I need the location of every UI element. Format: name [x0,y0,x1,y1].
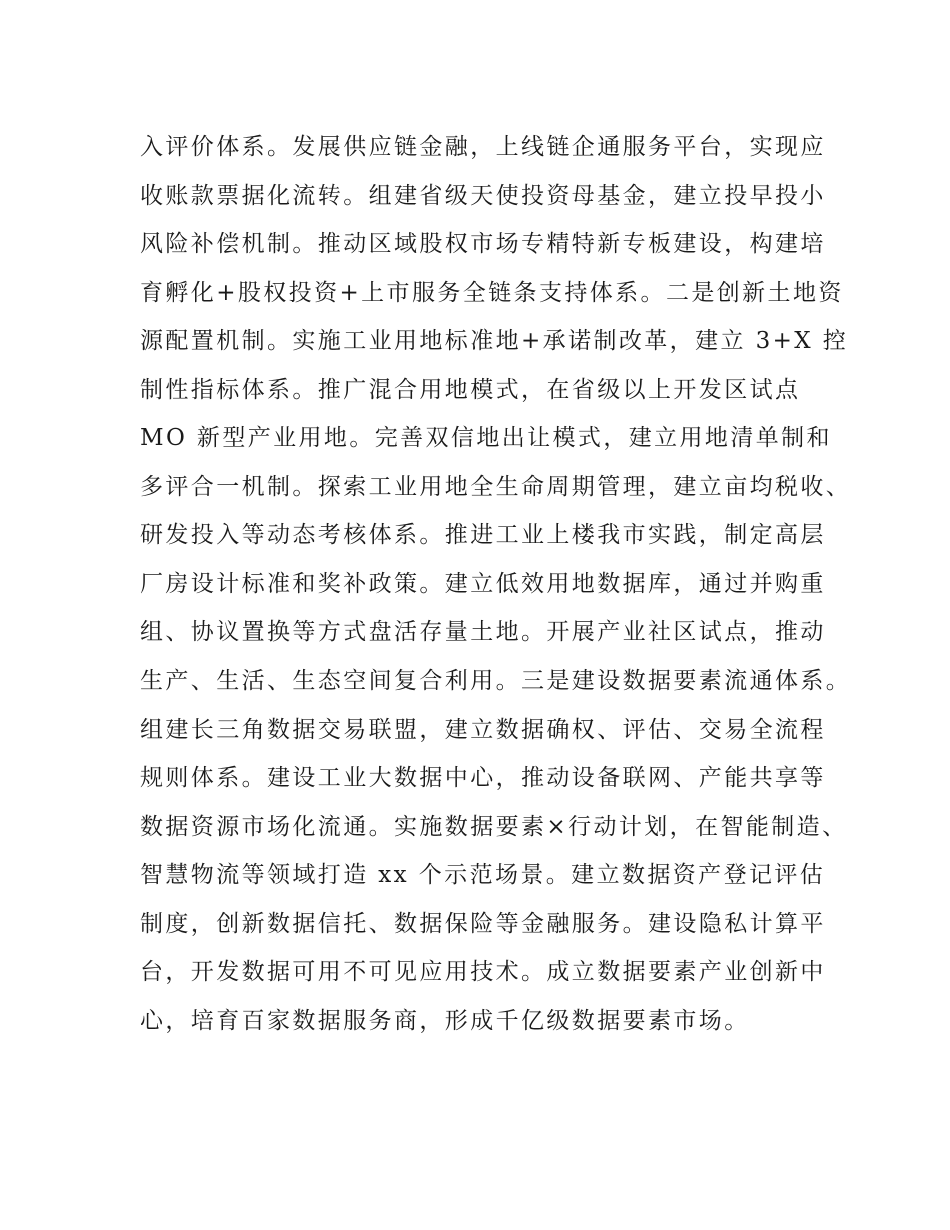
text-line: 组、协议置换等方式盘活存量土地。开展产业社区试点，推动 [140,619,826,646]
text-line: 多评合一机制。探索工业用地全生命周期管理，建立亩均税收、 [140,473,852,500]
text-line: 台，开发数据可用不可见应用技术。成立数据要素产业创新中 [140,959,826,986]
text-line: 心，培育百家数据服务商，形成千亿级数据要素市场。 [140,1007,750,1034]
text-line: 制性指标体系。推广混合用地模式，在省级以上开发区试点 [140,376,801,403]
text-line: 智慧物流等领域打造 xx 个示范场景。建立数据资产登记评估 [140,862,826,889]
text-line: 育孵化+股权投资+上市服务全链条支持体系。二是创新土地资 [140,279,844,306]
text-line: 组建长三角数据交易联盟，建立数据确权、评估、交易全流程 [140,716,826,743]
text-line: 入评价体系。发展供应链金融，上线链企通服务平台，实现应 [140,134,826,160]
text-line: 研发投入等动态考核体系。推进工业上楼我市实践，制定高层 [140,522,826,549]
text-line: 收账款票据化流转。组建省级天使投资母基金，建立投早投小 [140,182,826,209]
text-line: 数据资源市场化流通。实施数据要素×行动计划，在智能制造、 [140,813,848,840]
body-paragraph [140,123,852,1045]
text-line: MO 新型产业用地。完善双信地出让模式，建立用地清单制和 [140,425,832,452]
text-line: 源配置机制。实施工业用地标准地+承诺制改革，建立 3+X 控 [140,328,849,355]
text-line: 规则体系。建设工业大数据中心，推动设备联网、产能共享等 [140,765,826,792]
text-line: 厂房设计标准和奖补政策。建立低效用地数据库，通过并购重 [140,570,826,597]
text-line: 风险补偿机制。推动区域股权市场专精特新专板建设，构建培 [140,231,826,258]
text-line: 制度，创新数据信托、数据保险等金融服务。建设隐私计算平 [140,910,826,937]
text-line: 生产、生活、生态空间复合利用。三是建设数据要素流通体系。 [140,668,852,695]
